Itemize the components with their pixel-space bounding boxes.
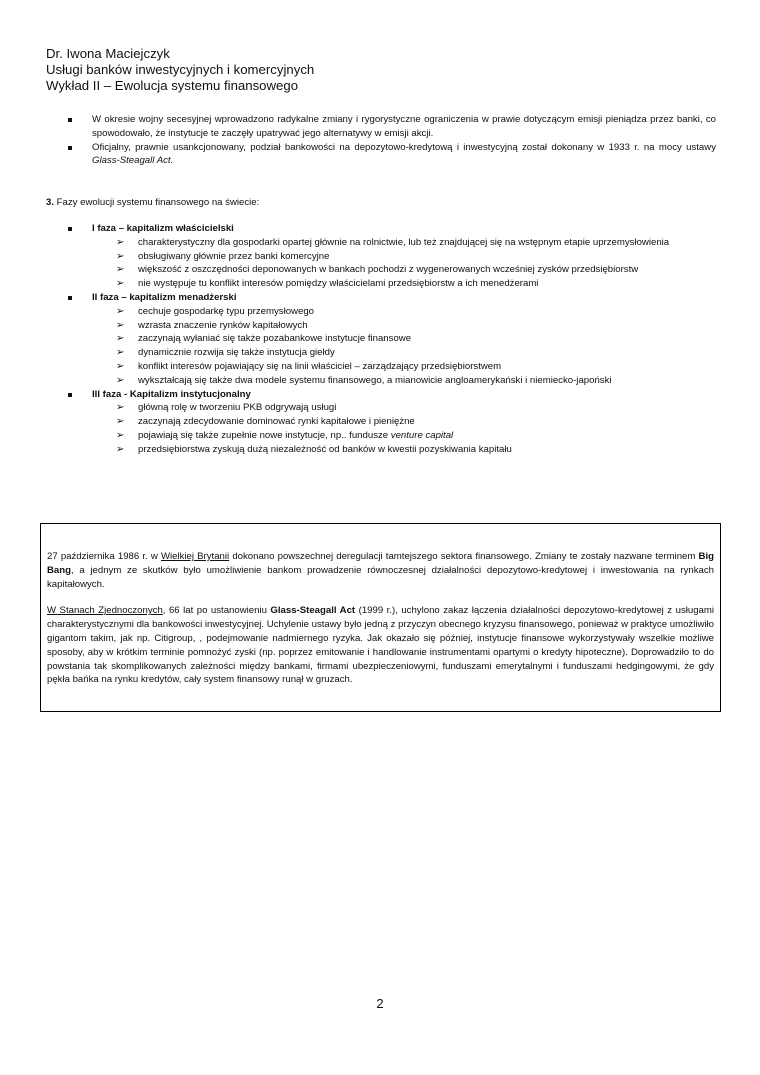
arrow-bullet-icon: ➢ [116,236,125,248]
arrow-bullet-icon: ➢ [116,360,125,372]
list-item [68,443,716,457]
list-item [68,415,716,429]
uk-link[interactable]: Wielkiej Brytanii [160,551,230,562]
arrow-bullet-icon: ➢ [116,443,125,455]
list-item-text: cechuje gospodarkę typu przemysłowego [138,305,314,317]
list-item [68,319,716,333]
list-item-text: pojawiają się także zupełnie nowe instytucje, np.. fundusze [138,429,391,441]
list-item [68,277,716,291]
paragraph-text: (1999 r.), uchylono zakaz łączenia działalności depozytowo-kredytowej z usługami charakterystycznymi dla bankowości inwestycyjnej. Uchylenie ustawy było jedną z przyczyn obecnego kryzysu finansowego, ponieważ w praktyce umożliwiło gigantom takim, jak np. Citigroup, , podejmowanie nadmiernego ryzyka. Jak okazało się później, instytucje finansowe wykorzystywały wszelkie możliwe sposoby, aby w krótkim terminie pomnożyć zyski (np. poprzez emitowanie i handlowanie instrumentami opartymi o kredyty hipoteczne). Doprowadziło to do powstania tak skomplikowanych zależności między bankami, firmami ubezpieczeniowymi, funduszami emerytalnymi i funduszami hedgingowymi, że gdy pękła bańka na rynku kredytów, cały system finansowy runął w gruzach. [47,605,714,686]
lecture-line: Wykład II – Ewolucja systemu finansowego [46,78,299,93]
list-item-text: dynamicznie rozwija się także instytucja giełdy [138,347,335,359]
us-link[interactable]: W Stanach Zjednoczonych [47,605,163,617]
intro-bullet-text: W okresie wojny secesyjnej wprowadzono radykalne zmiany i rygorystyczne ograniczenia w prawie dotyczącym emisji pieniądza przez banki, co spowodowało, że instytucje te zaczęły upatrywać jego alternatywy w emisji akcji. [92,114,716,139]
section-title: Fazy ewolucji systemu finansowego na świecie: [54,197,260,208]
list-item [68,263,716,277]
arrow-bullet-icon: ➢ [116,264,125,276]
intro-bullet [68,113,716,141]
arrow-bullet-icon: ➢ [116,250,125,262]
list-item-text: większość z oszczędności deponowanych w bankach pochodzi z wygenerowanych wcześniej zysków przedsiębiorstw [138,264,639,276]
italic-term: venture capital [390,429,454,441]
info-paragraph-us [47,604,714,687]
phases-list [68,222,716,457]
intro-bullet-text: Oficjalny, prawnie usankcjonowany, podział bankowości na depozytowo-kredytową i inwestycyjną został dokonany w 1933 r. na mocy ustawy [92,141,716,153]
paragraph-text: dokonano powszechnej deregulacji tamtejszego sektora finansowego. Zmiany te zostały nazwane terminem [229,551,699,562]
list-item [68,346,716,360]
glass-steagall-term: Glass-Steagall Act [270,605,356,617]
list-item-text: konflikt interesów pojawiający się na linii właściciel – zarządzający przedsiębiorstwem [138,360,502,372]
list-item-text: nie występuje tu konflikt interesów pomiędzy właścicielami przedsiębiorstw a ich menedżerami [138,278,539,290]
arrow-bullet-icon: ➢ [116,374,125,386]
list-item-text: wykształcają się także dwa modele systemu finansowego, a mianowicie angloamerykański i niemiecko-japoński [138,374,612,386]
arrow-bullet-icon: ➢ [116,278,125,290]
list-item [68,236,716,250]
arrow-bullet-icon: ➢ [116,429,125,441]
paragraph-text: 27 października 1986 r. w [47,551,161,562]
info-paragraph-uk [47,550,714,591]
list-item [68,374,716,388]
list-item [68,401,716,415]
arrow-bullet-icon: ➢ [116,402,125,414]
intro-bullet-list [68,113,716,168]
section-heading [46,196,259,210]
arrow-bullet-icon: ➢ [116,416,125,428]
act-name-italic: Glass-Steagall Act. [92,155,174,167]
big-bang-term: Big Bang [47,551,714,576]
author-line: Dr. Iwona Maciejczyk [46,46,170,61]
phase-title: III faza - Kapitalizm instytucjonalny [68,388,716,402]
list-item-text: charakterystyczny dla gospodarki opartej głównie na rolnictwie, lub też znajdującej się na wstępnym etapie uprzemysłowienia [138,236,670,248]
list-item-text: zaczynają zdecydowanie dominować rynki kapitałowe i pieniężne [138,416,415,428]
list-item-text: zaczynają wyłaniać się także pozabankowe instytucje finansowe [138,333,412,345]
arrow-bullet-icon: ➢ [116,347,125,359]
list-item [68,429,716,443]
info-box [40,523,721,712]
arrow-bullet-icon: ➢ [116,305,125,317]
course-line: Usługi banków inwestycyjnych i komercyjnych [46,62,315,77]
paragraph-text: , 66 lat po ustanowieniu [162,605,271,617]
document-header [46,46,314,94]
phase-title: I faza – kapitalizm właścicielski [68,222,716,236]
list-item [68,250,716,264]
phase-title: II faza – kapitalizm menadżerski [68,291,716,305]
list-item [68,360,716,374]
list-item [68,305,716,319]
intro-bullet [68,141,716,169]
info-box-content [47,550,714,687]
paragraph-text: , a jednym ze skutków było umożliwienie bankom prowadzenie równoczesnej działalności depozytowo-kredytowej i inwestowania na rynkach kapitałowych. [47,564,714,590]
page-number: 2 [376,996,384,1011]
arrow-bullet-icon: ➢ [116,319,125,331]
list-item-text: wzrasta znaczenie rynków kapitałowych [138,319,308,331]
section-number: 3. [46,197,55,208]
list-item-text: przedsiębiorstwa zyskują dużą niezależność od banków w kwestii pozyskiwania kapitału [138,443,512,455]
list-item-text: obsługiwany głównie przez banki komercyjne [138,250,330,262]
arrow-bullet-icon: ➢ [116,333,125,345]
list-item-text: główną rolę w tworzeniu PKB odgrywają usługi [138,402,337,414]
list-item [68,332,716,346]
